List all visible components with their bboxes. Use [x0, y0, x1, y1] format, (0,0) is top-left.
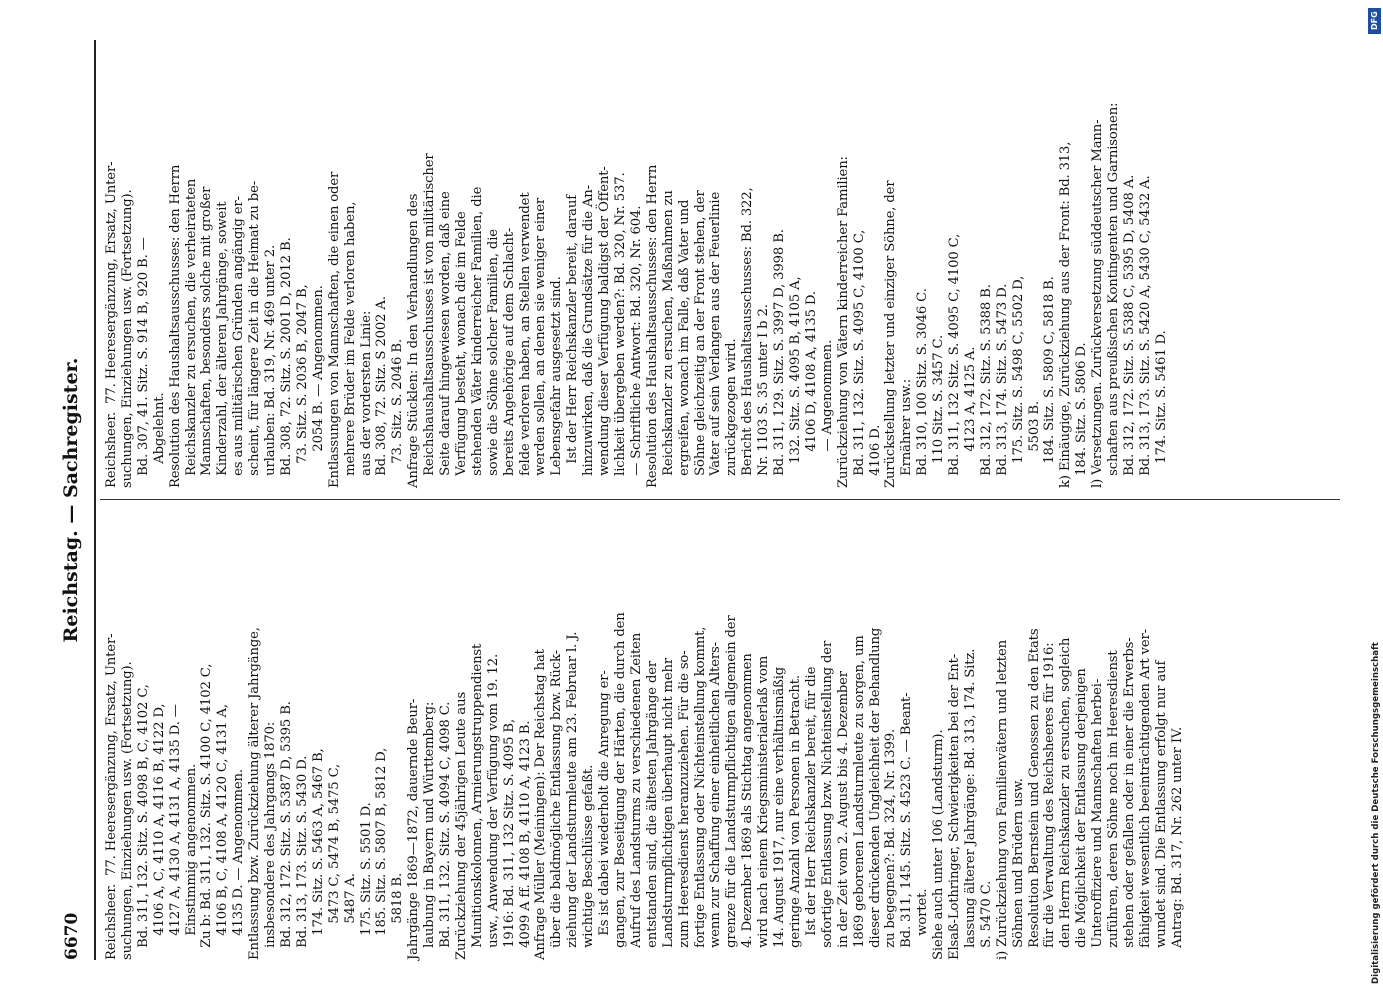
- index-line: stehenden Väter kinderreicher Familien, die: [469, 186, 485, 488]
- index-line: Resolution Bernstein und Genossen zu den Etats: [1026, 628, 1042, 960]
- index-line: Bd. 312, 172. Sitz. S. 5388 C, 5395 D, 5408 A.: [1122, 174, 1137, 488]
- index-line: Bd. 311, 145. Sitz. S. 4523 C. — Beant-: [899, 692, 915, 960]
- index-line: Söhne gleichzeitig an der Front stehen, der: [692, 190, 708, 488]
- index-line: Bd. 313, 173. Sitz. S. 5430 D.: [294, 755, 310, 960]
- index-line: Ernährer usw.:: [899, 378, 915, 488]
- index-line: wortet.: [915, 888, 931, 960]
- index-line: Reichskanzler zu ersuchen, die verheirateten: [183, 178, 199, 488]
- index-line: werden sollen, an denen sie weniger einer: [533, 197, 549, 488]
- index-line: 175. Sitz. S. 5498 C, 5502 D,: [1010, 275, 1026, 488]
- index-line: 5818 B.: [390, 873, 406, 960]
- dfg-logo-icon: DFG: [1368, 8, 1381, 34]
- index-line: zum Heeresdienst heranzuziehen. Für die so-: [676, 650, 692, 960]
- index-line: insbesondere des Jahrgangs 1870:: [263, 721, 279, 960]
- index-line: schaften aus preußischen Kontingenten und Garnisonen:: [1106, 102, 1122, 488]
- index-line: Reichsheer. 77. Heeresergänzung, Ersatz, Unter-: [104, 633, 119, 960]
- index-line: Verfügung besteht, wonach die im Felde: [453, 211, 469, 488]
- index-line: Einstimmig angenommen.: [183, 764, 199, 960]
- index-line: Bd. 311, 132 Sitz. S. 4095 C, 4100 C,: [947, 233, 963, 488]
- index-line: Entlassung bzw. Zurückziehung älterer Jahrgänge,: [247, 627, 263, 960]
- index-line: l) Versetzungen. Zurückversetzung süddeutscher Mann-: [1090, 119, 1106, 488]
- index-line: 73. Sitz. S. 2046 B.: [390, 339, 406, 488]
- right-column: [104, 43, 1170, 488]
- index-line: laubung in Bayern und Württemberg:: [422, 701, 438, 960]
- index-line: Bd. 313, 173. Sitz. S. 5420 A, 5430 C, 5432 A.: [1137, 175, 1153, 488]
- index-line: suchungen, Einziehungen usw. (Fortsetzung).: [119, 189, 135, 488]
- index-line: 4106 B, C, 4108 A, 4120 C, 4131 A,: [215, 704, 231, 960]
- index-line: 4106 A, C, 4110 A, 4116 B, 4122 D,: [151, 703, 167, 960]
- index-line: 175. Sitz. S. 5501 D.: [358, 802, 374, 960]
- index-line: 73. Sitz. S. 2036 B, 2047 B,: [294, 284, 310, 488]
- index-line: Ist der Herr Reichskanzler bereit, darauf: [565, 195, 581, 488]
- index-line: sofortige Entlassung bzw. Nichteinstellung der: [819, 640, 835, 960]
- index-line: 4123 A, 4125 A.: [962, 346, 978, 488]
- index-line: Nr. 1103 S. 35 unter I b 2.: [756, 304, 772, 488]
- index-line: Ist der Herr Reichskanzler bereit, für die: [803, 666, 819, 960]
- index-line: Bd. 308, 72. Sitz. S. 2001 D, 2012 B.: [278, 237, 294, 488]
- index-line: geringe Anzahl von Personen in Betracht.: [787, 675, 803, 960]
- index-line: Resolution des Haushaltsausschusses: den Herrn: [167, 164, 183, 488]
- index-line: 185. Sitz. S. 5807 B, 5812 D,: [374, 747, 390, 960]
- index-line: Bd. 311, 132. Sitz. S. 4094 C, 4098 C.: [438, 701, 454, 960]
- index-line: Siehe auch unter 106 (Landsturm).: [931, 729, 947, 960]
- index-line: Unteroffiziere und Mannschaften herbei-: [1090, 678, 1106, 960]
- index-line: Zurückziehung der 45jährigen Leute aus: [453, 691, 469, 960]
- index-line: hinzuwirken, daß die Grundsätze für die An-: [581, 185, 597, 488]
- index-line: Resolution des Haushaltsausschusses: den Herrn: [644, 164, 660, 488]
- index-line: wendung dieser Verfügung baldigst der Öffent-: [597, 166, 613, 488]
- index-line: — Angenommen.: [819, 339, 835, 488]
- index-line: Söhnen und Brüdern usw.: [1010, 778, 1026, 960]
- index-line: aus der vordersten Linie:: [358, 310, 374, 488]
- index-line: Lebensgefahr ausgesetzt sind.: [549, 276, 565, 488]
- index-line: Bd. 312, 172. Sitz. S. 5387 D, 5395 B.: [278, 701, 294, 960]
- index-line: ziehung der Landsturmleute am 23. Februar l. J.: [565, 631, 581, 960]
- index-line: 4. Dezember 1869 als Stichtag angenommen: [740, 653, 756, 960]
- index-line: urlauben: Bd. 319, Nr. 469 unter 2.: [263, 244, 279, 488]
- index-line: Vater auf sein Verlangen aus der Feuerlinie: [708, 191, 724, 488]
- index-line: 1869 geborenen Landsturmleute zu sorgen, um: [851, 635, 867, 960]
- index-line: 184. Sitz. S. 5809 C, 5818 B.: [1042, 276, 1058, 488]
- index-line: Jahrgänge 1869—1872, dauernde Beur-: [406, 698, 422, 960]
- index-line: Zurückstellung letzter und einziger Söhne, der: [883, 180, 899, 488]
- index-line: wenn zur Schaffung einer einheitlichen Alters-: [708, 642, 724, 960]
- index-line: wird nach einem Kriegsministerialerlaß vom: [756, 655, 772, 960]
- index-line: Antrag: Bd. 317, Nr. 262 unter IV.: [1169, 726, 1185, 960]
- index-line: 4106 D.: [867, 424, 883, 488]
- index-line: in der Zeit vom 2. August bis 4. Dezember: [835, 671, 851, 960]
- index-line: entstanden sind, die ältesten Jahrgänge der: [644, 660, 660, 960]
- index-line: — Schriftliche Antwort: Bd. 320, Nr. 604.: [628, 205, 644, 488]
- index-line: den Herrn Reichskanzler zu ersuchen, sogleich: [1058, 637, 1074, 960]
- index-line: Bd. 307, 41. Sitz. S. 914 B, 920 B. —: [135, 237, 151, 488]
- rotated-print-page: [60, 40, 1350, 960]
- index-line: 2054 B. — Angenommen.: [310, 285, 326, 488]
- index-line: gangen, zur Beseitigung der Härten, die durch den: [613, 612, 628, 960]
- index-line: 5473 C, 5474 B, 5475 C,: [326, 763, 342, 960]
- index-line: Bd. 311, 132. Sitz. S. 4095 C, 4100 C,: [851, 229, 867, 488]
- index-line: Mannschaften, besonders solche mit großer: [199, 186, 215, 488]
- index-line: Zurückziehung von Vätern kinderreicher Familien:: [835, 156, 851, 488]
- index-line: 5487 A.: [342, 873, 358, 960]
- index-line: Kinderzahl, der älteren Jahrgänge, soweit: [215, 201, 231, 488]
- running-header: [60, 40, 88, 960]
- index-line: wundet sind. Die Entlassung erfolgt nur auf: [1153, 660, 1169, 960]
- index-line: lassung älterer Jahrgänge: Bd. 313, 174. Sitz.: [962, 648, 978, 960]
- index-line: Bd. 312, 172. Sitz. S. 5388 B.: [978, 284, 994, 488]
- index-line: über die baldmögliche Entlassung bzw. Rück-: [549, 650, 565, 960]
- index-line: stehen oder gefallen oder in einer die Erwerbs-: [1122, 637, 1137, 960]
- index-line: für die Verwaltung des Reichsheeres für 1916:: [1042, 642, 1058, 960]
- column-divider: [100, 499, 1340, 500]
- index-line: Zu b: Bd. 311, 132. Sitz. S. 4100 C, 4102 C,: [199, 663, 215, 960]
- index-line: Elsaß-Lothringer, Schwierigkeiten bei der Ent-: [947, 653, 963, 960]
- page-number: 6670: [62, 912, 82, 960]
- index-line: dieser drückenden Ungleichheit der Behandlung: [867, 627, 883, 960]
- index-line: Bd. 311, 132. Sitz. S. 4098 B, C, 4102 C,: [135, 684, 151, 960]
- page-title: Reichstag. — Sachregister.: [60, 357, 82, 643]
- header-rule: [94, 40, 96, 960]
- left-column: [104, 515, 1186, 960]
- index-line: Munitionskolonnen, Armierungstruppendienst: [469, 643, 485, 960]
- index-line: Abgelehnt.: [151, 392, 167, 488]
- index-line: lichkeit übergeben werden?: Bd. 320, Nr. 537.: [613, 172, 628, 488]
- index-line: k) Einäugige, Zurückziehung aus der Front: Bd. 313,: [1058, 141, 1074, 488]
- index-line: Reichshaushaltsausschusses ist von militärischer: [422, 153, 438, 488]
- index-line: fähigkeit wesentlich beeinträchtigenden Art ver-: [1137, 629, 1153, 960]
- index-line: Bericht des Haushaltsausschusses: Bd. 322,: [740, 187, 756, 488]
- index-line: Reichsheer. 77. Heeresergänzung, Ersatz, Unter-: [104, 161, 119, 488]
- index-line: 1916: Bd. 311, 132 Sitz. S. 4095 B,: [501, 719, 517, 960]
- index-line: 4135 D. — Angenommen.: [231, 769, 247, 960]
- index-line: mehrere Brüder im Felde verloren haben,: [342, 201, 358, 488]
- index-line: sowie die Söhne solcher Familien, die: [485, 229, 501, 488]
- index-line: Anfrage Stücklen: In den Verhandlungen des: [406, 193, 422, 488]
- digitization-note: Digitalisierung gefördert durch die Deutsche Forschungsgemeinschaft: [1371, 642, 1381, 984]
- index-line: Bd. 311, 129. Sitz. S. 3997 D, 3998 B.: [772, 229, 788, 488]
- index-line: Reichskanzler zu ersuchen, Maßnahmen zu: [660, 190, 676, 488]
- index-line: i) Zurückziehung von Familienvätern und letzten: [994, 640, 1010, 960]
- index-line: 4099 A ff. 4108 B, 4110 A, 4123 B.: [517, 720, 533, 960]
- index-line: felde verloren haben, an Stellen verwendet: [517, 192, 533, 488]
- index-line: zurückgezogen wird.: [724, 338, 740, 488]
- index-line: Aufruf des Landsturms zu verschiedenen Zeiten: [628, 632, 644, 960]
- index-line: 184. Sitz. S. 5806 D.: [1074, 342, 1090, 488]
- index-line: 132. Sitz. S. 4095 B, 4105 A,: [787, 276, 803, 488]
- index-line: suchungen, Einziehungen usw. (Fortsetzung).: [119, 661, 135, 960]
- index-line: Bd. 310, 100 Sitz. S. 3046 C.: [915, 288, 931, 488]
- index-line: Bd. 313, 174. Sitz. S. 5473 D.: [994, 283, 1010, 488]
- index-line: fortige Entlassung oder Nichteinstellung kommt,: [692, 626, 708, 960]
- index-line: 110 Sitz. S. 3457 C.: [931, 334, 947, 488]
- index-line: 5503 B.: [1026, 401, 1042, 488]
- index-line: bereits Angehörige auf dem Schlacht-: [501, 227, 517, 488]
- index-line: Landsturmpflichtigen überhaupt nicht mehr: [660, 657, 676, 960]
- index-line: scheint, für längere Zeit in die Heimat zu be-: [247, 180, 263, 488]
- index-line: wichtige Beschlüsse gefaßt.: [581, 764, 597, 960]
- index-line: Bd. 308, 72. Sitz. S 2002 A.: [374, 296, 390, 488]
- index-line: Es ist dabei wiederholt die Anregung er-: [597, 670, 613, 960]
- index-line: usw., Anwendung der Verfügung vom 19. 12.: [485, 653, 501, 960]
- index-line: zu begegnen?: Bd. 324, Nr. 1399.: [883, 728, 899, 960]
- index-line: zuführen, deren Söhne noch im Heeresdienst: [1106, 650, 1122, 960]
- index-line: Seite darauf hingewiesen worden, daß eine: [438, 191, 454, 488]
- index-line: 14. August 1917, nur eine verhältnismäßig: [772, 666, 788, 960]
- index-line: es aus militärischen Gründen angängig er-: [231, 196, 247, 488]
- index-line: 4127 A, 4130 A, 4131 A, 4135 D. —: [167, 704, 183, 960]
- index-line: ergreifen, wonach im Falle, daß Vater und: [676, 199, 692, 488]
- index-line: grenze für die Landsturmpflichtigen allgemein der: [724, 615, 740, 960]
- index-line: 4106 D, 4108 A, 4135 D.: [803, 291, 819, 488]
- index-line: 174. Sitz. S. 5461 D.: [1153, 330, 1169, 488]
- index-line: die Möglichkeit der Entlassung derjenigen: [1074, 668, 1090, 960]
- index-line: S. 5470 C.: [978, 880, 994, 960]
- index-line: 174. Sitz. S. 5463 A, 5467 B,: [310, 748, 326, 960]
- index-line: Entlassungen von Mannschaften, die einen oder: [326, 171, 342, 488]
- index-line: Anfrage Müller (Meiningen): Der Reichstag hat: [533, 649, 549, 960]
